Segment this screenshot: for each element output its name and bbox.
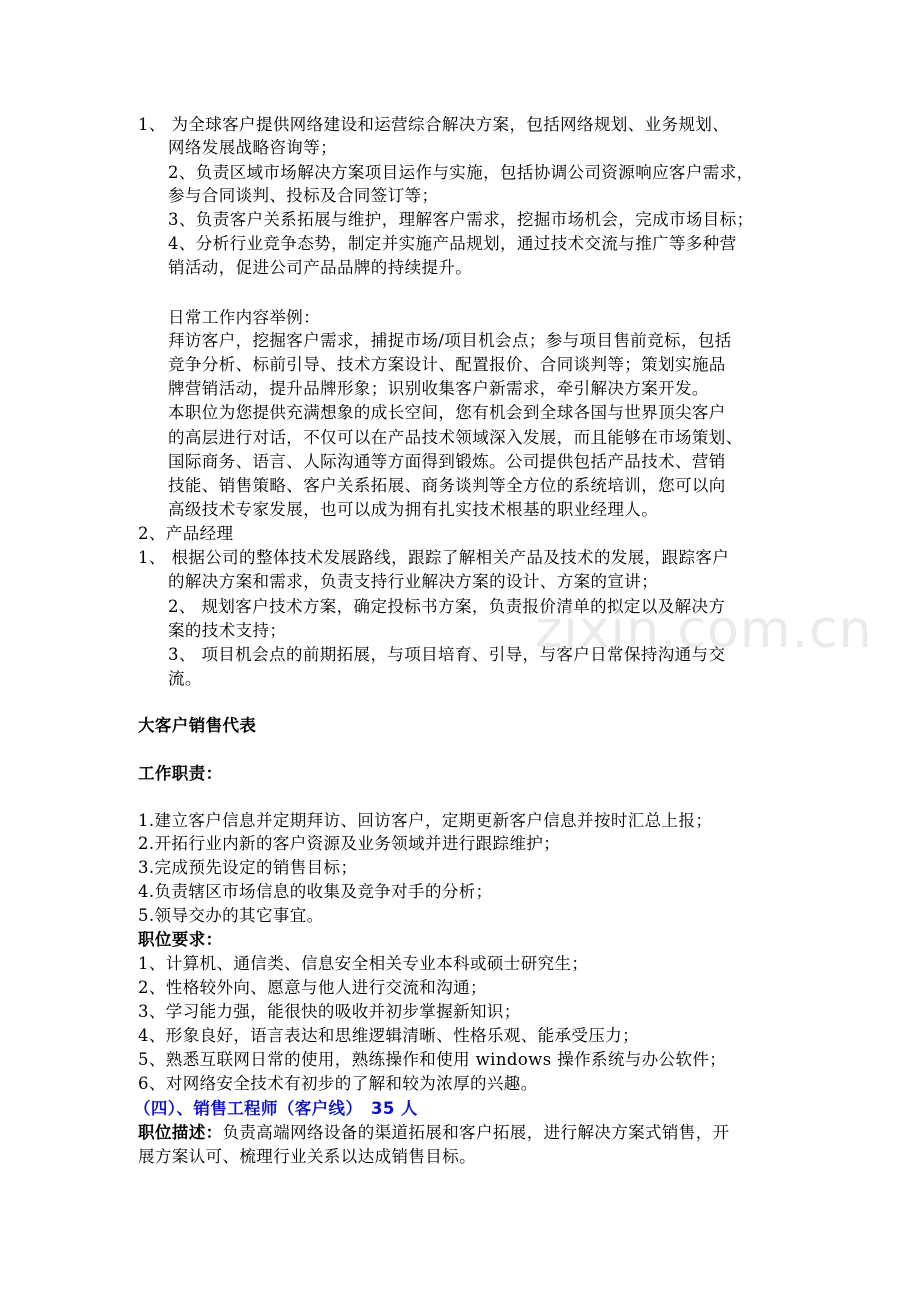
daily-work-line: 国际商务、语言、人际沟通等方面得到锻炼。公司提供包括产品技术、营销 xyxy=(168,452,726,471)
daily-work-line: 牌营销活动，提升品牌形象；识别收集客户新需求，牵引解决方案开发。 xyxy=(168,379,709,398)
daily-work-line: 的高层进行对话，不仅可以在产品技术领域深入发展，而且能够在市场策划、 xyxy=(168,428,743,447)
daily-work-heading: 日常工作内容举例： xyxy=(168,308,321,327)
pm-line-3-cont: 流。 xyxy=(168,669,202,688)
requirement-item: 3、学习能力强，能很快的吸收并初步掌握新知识； xyxy=(138,1002,521,1021)
pm-line-1-cont: 的解决方案和需求，负责支持行业解决方案的设计、方案的宣讲； xyxy=(168,572,659,591)
product-manager-heading: 2、产品经理 xyxy=(138,524,234,543)
daily-work-line: 技能、销售策略、客户关系拓展、商务谈判等全方位的系统培训，您可以向 xyxy=(168,476,726,495)
daily-work-line: 竞争分析、标前引导、技术方案设计、配置报价、合同谈判等；策划实施品 xyxy=(168,355,726,374)
pm-line-2: 2、 规划客户技术方案，确定投标书方案，负责报价清单的拟定以及解决方 xyxy=(168,597,726,616)
duties-heading: 工作职责： xyxy=(138,764,223,783)
duty-line-1: 1、 为全球客户提供网络建设和运营综合解决方案，包括网络规划、业务规划、 xyxy=(138,115,730,134)
duty-line-1-cont: 网络发展战略咨询等； xyxy=(168,138,337,157)
requirement-item: 2、性格较外向、愿意与他人进行交流和沟通； xyxy=(138,978,487,997)
duty-item: 5.领导交办的其它事宜。 xyxy=(138,906,324,925)
duty-item: 2.开拓行业内新的客户资源及业务领域并进行跟踪维护； xyxy=(138,834,561,853)
duty-line-3: 3、负责客户关系拓展与维护，理解客户需求，挖掘市场机会，完成市场目标； xyxy=(168,210,754,229)
watermark-text: zixin.com.cn xyxy=(535,600,873,660)
duty-item: 4.负责辖区市场信息的收集及竞争对手的分析； xyxy=(138,882,493,901)
duty-item: 1.建立客户信息并定期拜访、回访客户，定期更新客户信息并按时汇总上报； xyxy=(138,811,713,830)
duty-line-4: 4、分析行业竞争态势，制定并实施产品规划，通过技术交流与推广等多种营 xyxy=(168,234,737,253)
duty-line-4-cont: 销活动，促进公司产品品牌的持续提升。 xyxy=(168,258,473,277)
requirement-item: 1、计算机、通信类、信息安全相关专业本科或硕士研究生； xyxy=(138,954,589,973)
daily-work-line: 高级技术专家发展，也可以成为拥有扎实技术根基的职业经理人。 xyxy=(168,500,659,519)
job-description-line xyxy=(138,1121,730,1145)
sales-engineer-title: （四）、销售工程师（客户线） 35 人 xyxy=(134,1099,418,1118)
pm-line-3: 3、 项目机会点的前期拓展，与项目培育、引导，与客户日常保持沟通与交 xyxy=(168,645,726,664)
daily-work-line: 本职位为您提供充满想象的成长空间，您有机会到全球各国与世界顶尖客户 xyxy=(168,403,726,422)
requirement-item: 6、对网络安全技术有初步的了解和较为浓厚的兴趣。 xyxy=(138,1074,538,1093)
duty-line-2: 2、负责区域市场解决方案项目运作与实施，包括协调公司资源响应客户需求， xyxy=(168,163,754,182)
pm-line-2-cont: 案的技术支持； xyxy=(168,621,287,640)
duty-line-2-cont: 参与合同谈判、投标及合同签订等； xyxy=(168,186,439,205)
key-account-title: 大客户销售代表 xyxy=(138,716,257,735)
pm-line-1: 1、 根据公司的整体技术发展路线，跟踪了解相关产品及技术的发展，跟踪客户 xyxy=(138,548,730,567)
requirement-item: 4、形象良好，语言表达和思维逻辑清晰、性格乐观、能承受压力； xyxy=(138,1026,639,1045)
requirements-heading: 职位要求： xyxy=(138,930,223,949)
requirement-item: 5、熟悉互联网日常的使用，熟练操作和使用 windows 操作系统与办公软件； xyxy=(138,1050,727,1069)
job-description-label: 职位描述： xyxy=(138,1123,223,1142)
job-description-cont: 展方案认可、梳理行业关系以达成销售目标。 xyxy=(138,1147,476,1166)
job-description-text: 负责高端网络设备的渠道拓展和客户拓展，进行解决方案式销售，开 xyxy=(222,1123,730,1142)
duty-item: 3.完成预先设定的销售目标； xyxy=(138,858,358,877)
daily-work-line: 拜访客户，挖掘客户需求，捕捉市场/项目机会点；参与项目售前竞标，包括 xyxy=(168,331,732,350)
